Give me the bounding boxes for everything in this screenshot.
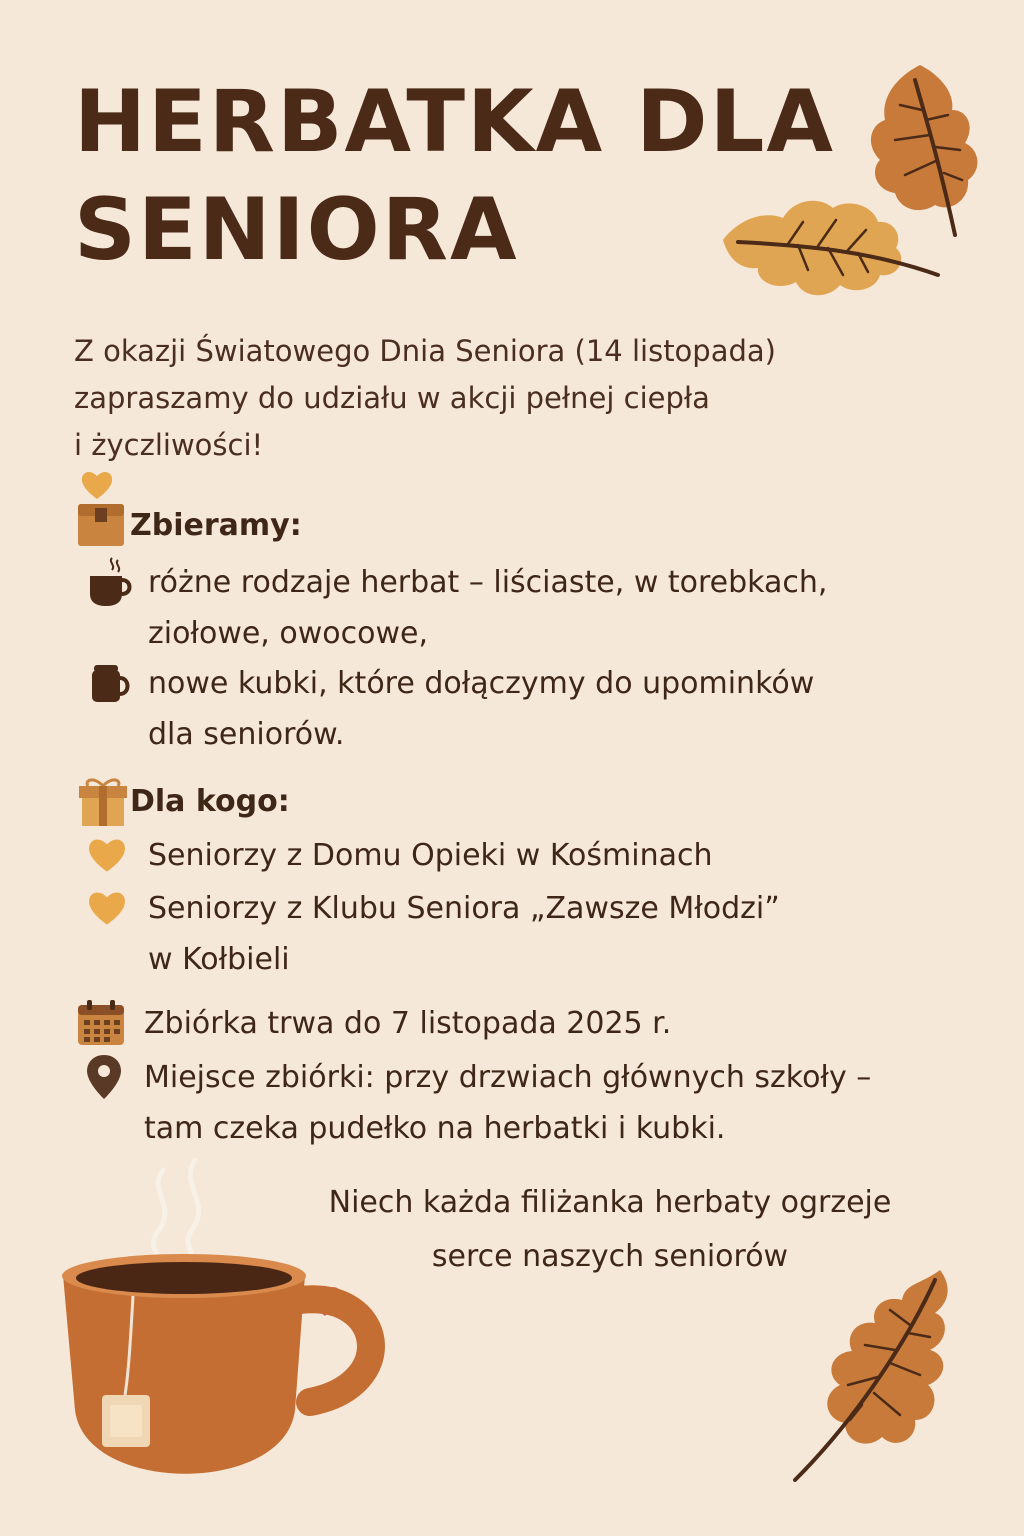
collect-item-2-line-1: nowe kubki, które dołączymy do upominków <box>148 666 815 701</box>
deadline-text: Zbiórka trwa do 7 listopada 2025 r. <box>144 1006 672 1041</box>
collect-item-1-line-1: różne rodzaje herbat – liściaste, w torebkach, <box>148 565 828 600</box>
recipient-2-line-2: w Kołbieli <box>148 942 290 977</box>
autumn-leaf-middle-icon <box>718 190 948 305</box>
collect-item-2-line-2: dla seniorów. <box>148 717 345 752</box>
intro-text <box>74 328 934 501</box>
deadline-row <box>76 998 671 1049</box>
collect-item-1-line-2: ziołowe, owocowe, <box>148 616 429 651</box>
recipients-heading-label: Dla kogo: <box>130 783 290 819</box>
steaming-cup-icon <box>86 557 148 607</box>
collect-heading-label: Zbieramy: <box>130 507 302 543</box>
closing-line-1: Niech każda filiżanka herbaty ogrzeje <box>328 1185 892 1220</box>
intro-line-1: Z okazji Światowego Dnia Seniora (14 listopada) <box>74 334 776 368</box>
list-item <box>86 658 814 760</box>
place-row <box>84 1052 871 1154</box>
gift-icon <box>76 776 130 826</box>
intro-line-3: i życzliwości! <box>74 422 934 501</box>
tea-cup-icon <box>55 1150 405 1530</box>
place-line-1: Miejsce zbiórki: przy drzwiach głównych szkoły – <box>144 1060 872 1095</box>
collect-heading <box>76 500 302 550</box>
heart-icon <box>86 830 148 880</box>
list-item <box>86 883 780 985</box>
title-line-1: HERBATKA DLA <box>74 72 835 172</box>
closing-line-2: serce naszych seniorów <box>290 1230 930 1318</box>
intro-line-2: zapraszamy do udziału w akcji pełnej ciepła <box>74 381 710 415</box>
recipient-2-line-1: Seniorzy z Klubu Seniora „Zawsze Młodzi” <box>148 891 780 926</box>
recipients-heading <box>76 776 290 826</box>
list-item <box>86 557 827 659</box>
calendar-icon <box>76 998 144 1048</box>
location-pin-icon <box>84 1052 144 1102</box>
recipient-1-line-1: Seniorzy z Domu Opieki w Kośminach <box>148 838 713 873</box>
box-icon <box>76 500 130 550</box>
heart-icon <box>86 883 148 933</box>
mug-icon <box>86 658 148 708</box>
heart-icon <box>80 469 934 501</box>
autumn-leaf-bottom-icon <box>790 1265 960 1485</box>
place-line-2: tam czeka pudełko na herbatki i kubki. <box>144 1111 726 1146</box>
list-item <box>86 830 712 881</box>
title-line-2: SENIORA <box>74 180 519 280</box>
